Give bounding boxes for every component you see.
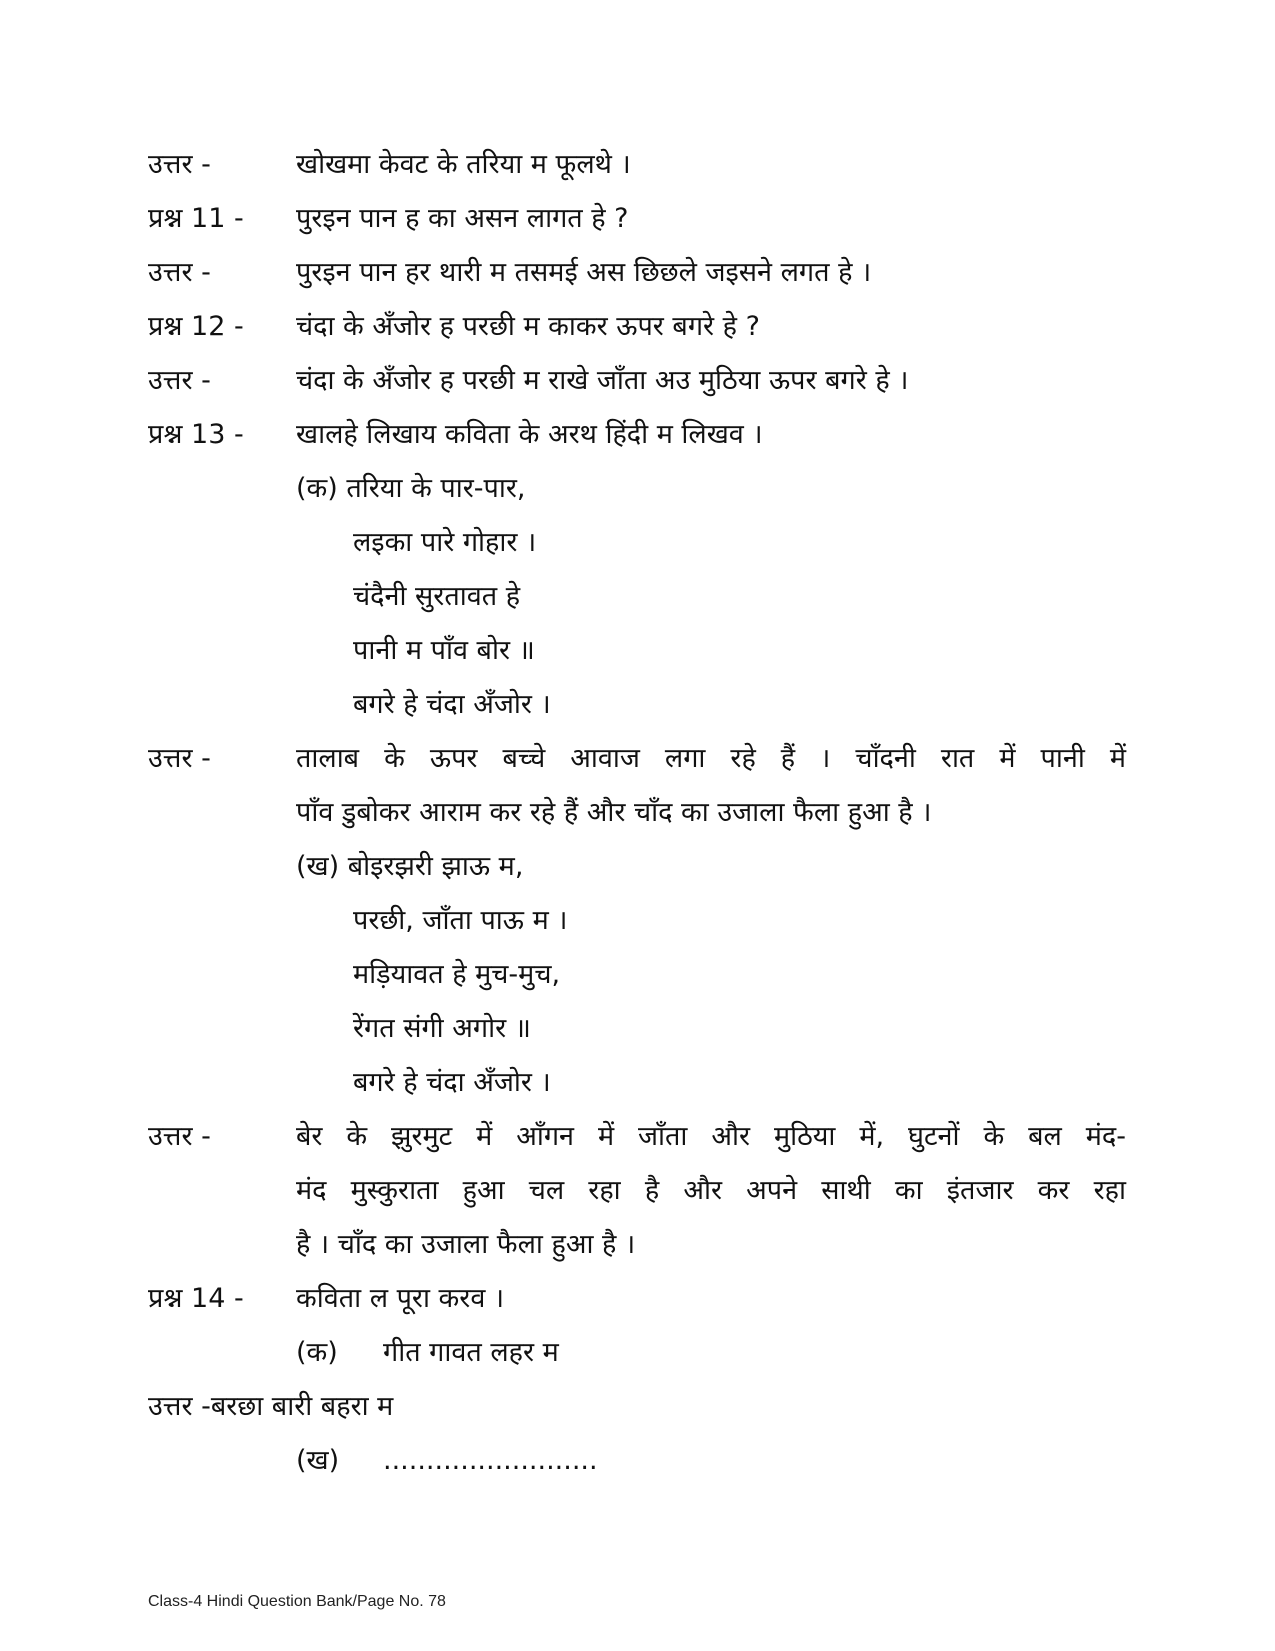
page-footer: Class-4 Hindi Question Bank/Page No. 78 (148, 1593, 446, 1610)
row-label: प्रश्न 11 - (148, 203, 244, 234)
row-label: प्रश्न 13 - (148, 419, 244, 450)
q14-ka-text: गीत गावत लहर म (383, 1337, 559, 1368)
poem-line: मड़ियावत हे मुच-मुच, (353, 959, 561, 990)
poem-ka-marker: (क) (296, 473, 338, 504)
q14-ka-marker: (क) (296, 1337, 338, 1368)
answer-line: बेर के झुरमुट में आँगन में जाँता और मुठिया में, घुटनों के बल मंद- (296, 1121, 1126, 1152)
answer-line: पाँव डुबोकर आराम कर रहे हैं और चाँद का उजाला फैला हुआ है । (296, 797, 932, 828)
row-label: उत्तर - (148, 149, 211, 180)
poem-line: बगरे हे चंदा अँजोर । (353, 1067, 551, 1098)
poem-line: पानी म पाँव बोर ॥ (353, 635, 535, 666)
row-label: उत्तर - (148, 257, 211, 288)
row-label: उत्तर - (148, 1121, 211, 1152)
row-text: पुरइन पान ह का असन लागत हे ? (296, 203, 629, 234)
q14-kha-blank: ......................... (383, 1445, 598, 1476)
row-label: प्रश्न 12 - (148, 311, 244, 342)
poem-kha-marker: (ख) (296, 851, 340, 882)
poem-line: परछी, जाँता पाऊ म । (353, 905, 568, 936)
row-text: चंदा के अँजोर ह परछी म काकर ऊपर बगरे हे ? (296, 311, 760, 342)
row-text: पुरइन पान हर थारी म तसमई अस छिछले जइसने लगत हे । (296, 257, 872, 288)
poem-line: रेंगत संगी अगोर ॥ (353, 1013, 531, 1044)
row-text: खोखमा केवट के तरिया म फूलथे । (296, 149, 631, 180)
answer-line: तालाब के ऊपर बच्चे आवाज लगा रहे हैं । चाँदनी रात में पानी में (296, 743, 1126, 774)
row-label: उत्तर - (148, 743, 211, 774)
poem-kha-first-line (296, 847, 523, 887)
poem-line: बगरे हे चंदा अँजोर । (353, 689, 551, 720)
q14-kha-marker: (ख) (296, 1445, 340, 1476)
poem-kha-first: बोइरझरी झाऊ म, (347, 851, 524, 882)
answer-line: मंद मुस्कुराता हुआ चल रहा है और अपने साथी का इंतजार कर रहा (296, 1175, 1126, 1206)
poem-ka-first: तरिया के पार-पार, (346, 473, 526, 504)
poem-line: लइका पारे गोहार । (353, 527, 537, 558)
row-text: चंदा के अँजोर ह परछी म राखे जाँता अउ मुठिया ऊपर बगरे हे । (296, 365, 909, 396)
row-text: खालहे लिखाय कविता के अरथ हिंदी म लिखव । (296, 419, 763, 450)
q14-answer-text: उत्तर -बरछा बारी बहरा म (148, 1391, 394, 1422)
row-text: कविता ल पूरा करव । (296, 1283, 505, 1314)
row-label: उत्तर - (148, 365, 211, 396)
answer-line: है । चाँद का उजाला फैला हुआ है । (296, 1229, 636, 1260)
row-label: प्रश्न 14 - (148, 1283, 244, 1314)
poem-ka-first-line (296, 469, 525, 509)
poem-line: चंदैनी सुरतावत हे (353, 581, 521, 612)
